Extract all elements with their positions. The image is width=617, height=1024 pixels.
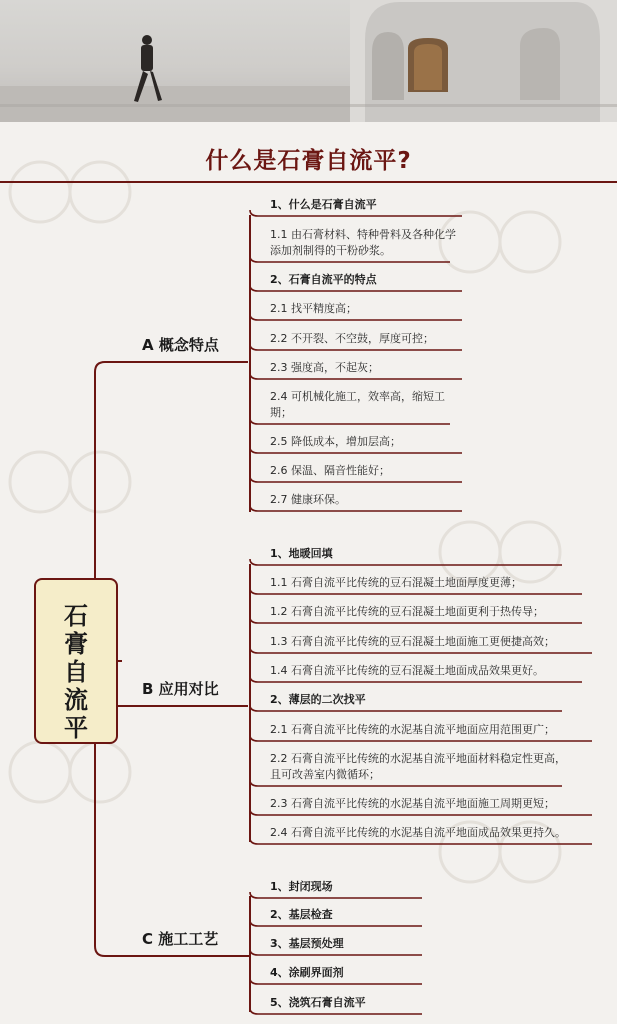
node-a-2-3: 2.3 强度高，不起灰； bbox=[270, 361, 379, 374]
node-a-2-6: 2.6 保温、隔音性能好； bbox=[270, 464, 390, 477]
node-b-2-1: 2.1 石膏自流平比传统的水泥基自流平地面应用范围更广； bbox=[270, 723, 555, 736]
node-a-2-7: 2.7 健康环保。 bbox=[270, 493, 346, 506]
node-b-heading-2: 2、薄层的二次找平 bbox=[270, 693, 366, 706]
node-b-2-2: 2.2 石膏自流平比传统的水泥基自流平地面材料稳定性更高，且可改善室内微循环； bbox=[270, 752, 566, 781]
page-title: 什么是石膏自流平? bbox=[205, 148, 412, 174]
central-char: 石 bbox=[64, 602, 88, 630]
node-b-1-1: 1.1 石膏自流平比传统的豆石混凝土地面厚度更薄； bbox=[270, 576, 522, 589]
node-b-heading-1: 1、地暖回填 bbox=[270, 547, 333, 560]
node-b-2-4: 2.4 石膏自流平比传统的水泥基自流平地面成品效果更持久。 bbox=[270, 826, 566, 839]
node-b-2-3: 2.3 石膏自流平比传统的水泥基自流平地面施工周期更短； bbox=[270, 797, 555, 810]
node-c-3: 3、基层预处理 bbox=[270, 937, 344, 950]
branch-a-label: A 概念特点 bbox=[142, 336, 219, 354]
node-a-heading-1: 1、什么是石膏自流平 bbox=[270, 198, 377, 211]
node-b-1-3: 1.3 石膏自流平比传统的豆石混凝土地面施工更便捷高效； bbox=[270, 635, 555, 648]
node-a-2-4: 2.4 可机械化施工，效率高，缩短工期； bbox=[270, 390, 445, 419]
node-c-1: 1、封闭现场 bbox=[270, 880, 333, 893]
node-b-1-4: 1.4 石膏自流平比传统的豆石混凝土地面成品效果更好。 bbox=[270, 664, 544, 677]
node-b-1-2: 1.2 石膏自流平比传统的豆石混凝土地面更利于热传导； bbox=[270, 605, 544, 618]
central-char: 自 bbox=[64, 658, 88, 686]
central-char: 平 bbox=[64, 714, 88, 742]
node-c-5: 5、浇筑石膏自流平 bbox=[270, 996, 366, 1009]
central-char: 流 bbox=[64, 686, 88, 714]
node-a-2-1: 2.1 找平精度高； bbox=[270, 302, 357, 315]
central-topic bbox=[34, 578, 118, 744]
node-c-4: 4、涂刷界面剂 bbox=[270, 966, 344, 979]
node-c-2: 2、基层检查 bbox=[270, 908, 333, 921]
node-a-2-5: 2.5 降低成本，增加层高； bbox=[270, 435, 401, 448]
branch-b-label: B 应用对比 bbox=[142, 680, 219, 698]
node-a-1-1: 1.1 由石膏材料、特种骨料及各种化学添加剂制得的干粉砂浆。 bbox=[270, 228, 456, 257]
node-a-2-2: 2.2 不开裂、不空鼓，厚度可控； bbox=[270, 332, 434, 345]
central-char: 膏 bbox=[64, 630, 88, 658]
branch-c-label: C 施工工艺 bbox=[142, 930, 219, 948]
node-a-heading-2: 2、石膏自流平的特点 bbox=[270, 273, 377, 286]
